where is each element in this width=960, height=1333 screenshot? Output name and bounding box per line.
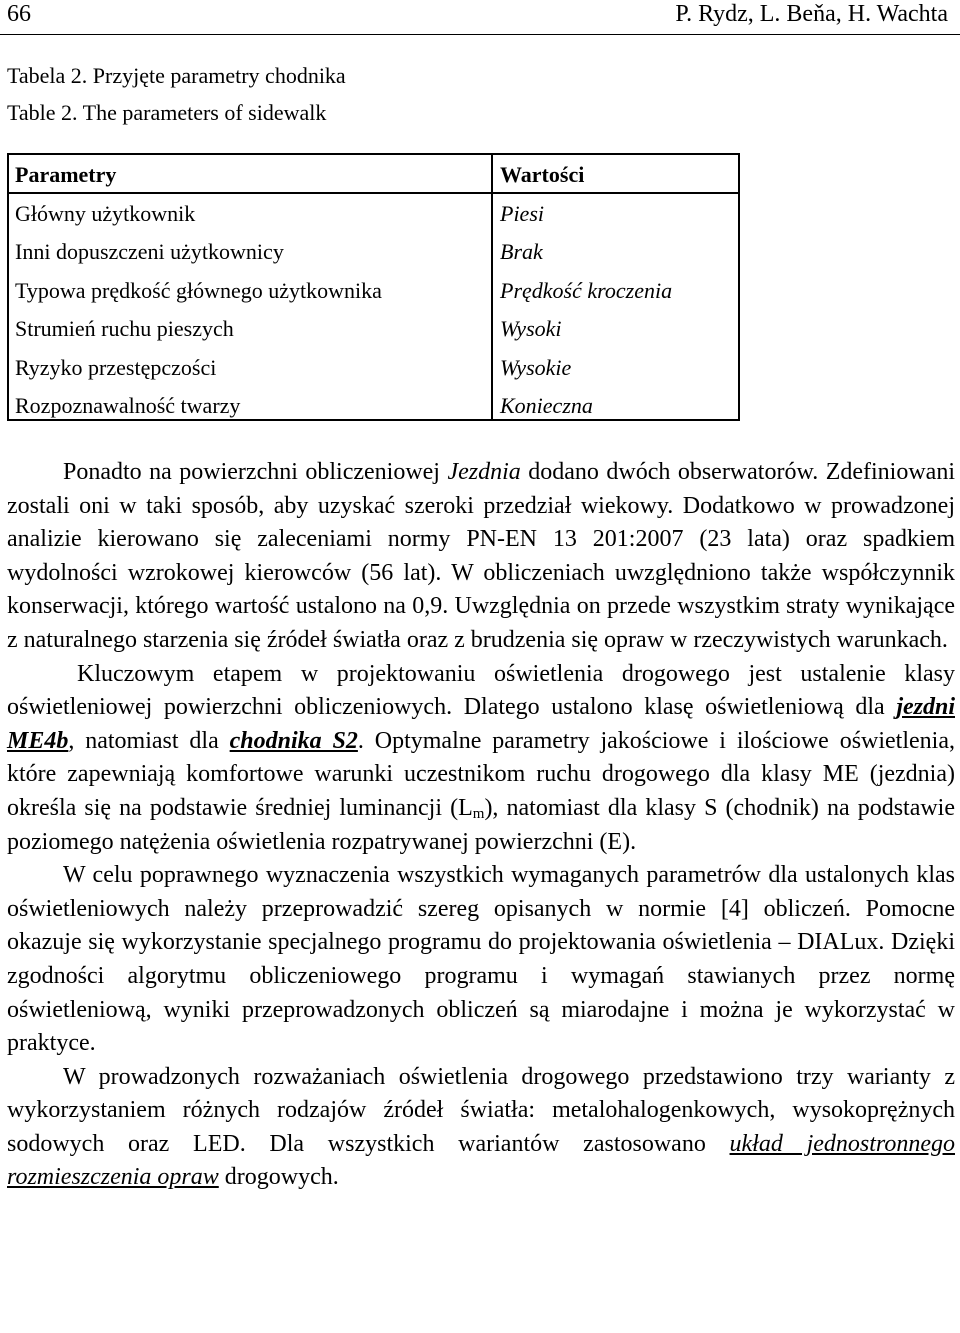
value-cell: Piesi [500,200,544,226]
table-row [9,313,738,352]
table-row [9,390,738,429]
paragraph-text: W prowadzonych rozważaniach oświetlenia drogowego przedstawiono trzy warianty z wykorzystaniem różnych rodzajów źródeł światła: metalohalogenkowych, wysokoprężnych sodowych oraz LED. Dla wszystkich wariantów zastosowano [7,1063,955,1157]
layout-term: układ jednostronnego rozmieszczenia opraw [7,1130,955,1191]
header-parametry: Parametry [15,162,117,187]
table-row [9,198,738,237]
param-cell: Ryzyko przestępczości [15,354,217,380]
parameters-table [7,153,740,421]
jezdnia-term: Jezdnia [447,459,521,485]
class-me4b: jezdni ME4b [7,694,955,754]
param-cell: Inni dopuszczeni użytkownicy [15,239,284,264]
table-header-row [9,159,738,198]
class-s2: chodnika S2 [229,727,358,754]
paragraph-text: Ponadto na powierzchni obliczeniowej [63,459,448,485]
param-cell: Główny użytkownik [15,200,196,226]
param-cell: Typowa prędkość głównego użytkownika [15,277,382,303]
paragraph-variants [7,1061,955,1195]
value-cell: Wysokie [500,354,572,380]
body-text [7,456,955,1195]
paragraph-text: . Optymalne parametry jakościowe i ilościowe oświetlenia, które zapewniają komfortowe warunki uczestnikom ruchu drogowego dla klasy ME (jezdnia) określa się na podstawie średniej luminancji (L [7,727,955,821]
value-cell: Wysoki [500,316,562,341]
paragraph-text: drogowych. [218,1164,339,1191]
header-wartosci: Wartości [500,162,585,187]
page-number: 66 [7,1,31,27]
table-row [9,352,738,391]
table-row [9,275,738,314]
paragraph-text: ), natomiast dla klasy S (chodnik) na podstawie poziomego natężenia oświetlenia rozpatrywanej powierzchni (E). [7,794,955,855]
value-cell: Konieczna [500,393,593,418]
table-row [9,236,738,275]
param-cell: Strumień ruchu pieszych [15,316,234,341]
page-header [0,0,960,35]
subscript-m: m [472,805,485,822]
value-cell: Brak [500,239,543,264]
running-header-authors: P. Rydz, L. Beňa, H. Wachta [675,1,948,27]
param-cell: Rozpoznawalność twarzy [15,393,241,418]
table-caption-polish: Tabela 2. Przyjęte parametry chodnika [7,63,346,88]
paragraph-dialux: W celu poprawnego wyznaczenia wszystkich wymaganych parametrów dla ustalonych klas oświetleniowych należy przeprowadzić szereg opisanych w normie [4] obliczeń. Pomocne okazuje się wykorzystanie specjalnego programu do projektowania oświetlenia – DIALux. Dzięki zgodności algorytmu obliczeniowego programu i wymagań stawianych przez normę oświetleniową, wyniki przeprowadzonych obliczeń są miarodajne i można je wykorzystać w praktyce. [7,862,955,1057]
paragraph-observers [7,456,955,658]
paragraph-text: dodano dwóch obserwatorów. Zdefiniowani zostali oni w taki sposób, aby uzyskać szeroki przedział wiekowy. Dodatkowo w prowadzonej analizie kierowano się zaleceniami normy PN-EN 13 201:2007 (23 lata) oraz spadkiem wydolności wzrokowej kierowców (56 lat). W obliczeniach uwzględniono także współczynnik konserwacji, którego wartość ustalono na 0,9. Uwzględnia on przede wszystkim straty wynikające z naturalnego starzenia się źródeł światła oraz z brudzenia się opraw w rzeczywistych warunkach. [7,459,955,653]
value-cell: Prędkość kroczenia [500,277,673,303]
table-caption-english: Table 2. The parameters of sidewalk [7,100,327,125]
paragraph-text: Kluczowym etapem w projektowaniu oświetlenia drogowego jest ustalenie klasy oświetleniowej powierzchni obliczeniowych. Dlatego ustalono klasę oświetleniową dla [7,660,955,721]
paragraph-lighting-class [7,658,955,860]
paragraph-text: , natomiast dla [68,727,230,754]
